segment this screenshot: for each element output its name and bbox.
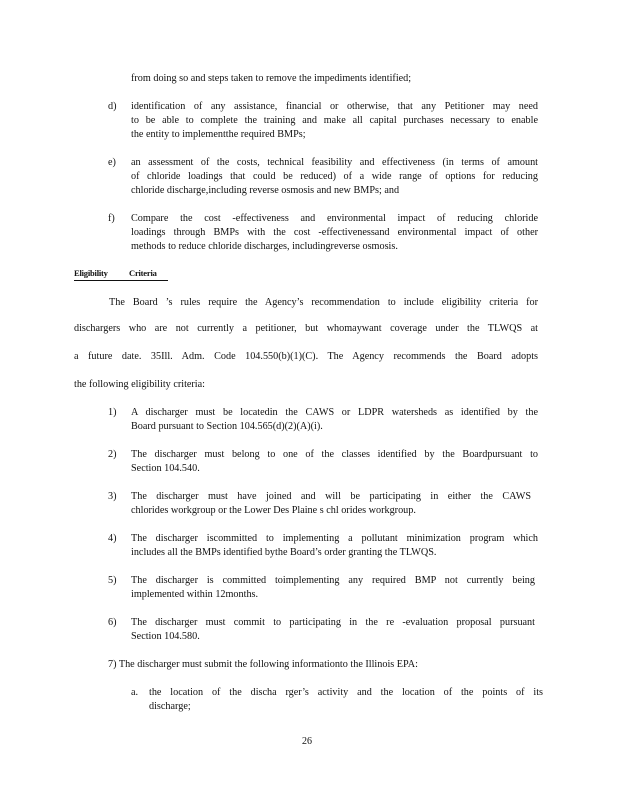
- continuation-line: from doing so and steps taken to remove the impediments identified;: [131, 73, 412, 84]
- criteria-1-line: A discharger must be locatedin the CAWS or LDPR watersheds as identified by the: [131, 407, 538, 418]
- page-number: 26: [302, 736, 312, 747]
- item-f-line: loadings through BMPs with the cost -effectivenessand environmental impact of other: [131, 227, 538, 238]
- criteria-label-2: 2): [108, 449, 117, 460]
- item-e-line: of chloride loadings that could be reduced) of a wide range of options for reducing: [131, 171, 538, 182]
- sub-item-label-a: a.: [131, 687, 139, 698]
- criteria-label-5: 5): [108, 575, 117, 586]
- item-f-line: Compare the cost -effectiveness and environmental impact of reducing chloride: [131, 213, 538, 224]
- heading-underline: [74, 280, 168, 281]
- item-label-f: f): [108, 213, 115, 224]
- criteria-2-line: Section 104.540.: [131, 463, 200, 474]
- paragraph-line: a future date. 35Ill. Adm. Code 104.550(b)(1)(C). The Agency recommends the Board adopts: [74, 351, 538, 362]
- section-heading-eligibility: Eligibility: [74, 268, 108, 278]
- criteria-3-line: chlorides workgroup or the Lower Des Plaine s chl orides workgroup.: [131, 505, 416, 516]
- item-d-line: to be able to complete the training and make all capital purchases necessary to enable: [131, 115, 538, 126]
- item-label-e: e): [108, 157, 116, 168]
- criteria-label-1: 1): [108, 407, 117, 418]
- paragraph-line: dischargers who are not currently a petitioner, but whomaywant coverage under the TLWQS at: [74, 323, 538, 334]
- criteria-label-4: 4): [108, 533, 117, 544]
- criteria-4-line: The discharger iscommitted to implementing a pollutant minimization program which: [131, 533, 538, 544]
- criteria-1-line: Board pursuant to Section 104.565(d)(2)(A)(i).: [131, 421, 323, 432]
- item-f-line: methods to reduce chloride discharges, includingreverse osmosis.: [131, 241, 398, 252]
- criteria-7-line: 7) The discharger must submit the following informationto the Illinois EPA:: [108, 659, 418, 670]
- sub-item-a-line: discharge;: [149, 701, 191, 712]
- criteria-label-3: 3): [108, 491, 117, 502]
- criteria-2-line: The discharger must belong to one of the classes identified by the Boardpursuant to: [131, 449, 538, 460]
- criteria-3-line: The discharger must have joined and will be participating in either the CAWS: [131, 491, 531, 502]
- item-d-line: identification of any assistance, financial or otherwise, that any Petitioner may need: [131, 101, 538, 112]
- item-e-line: chloride discharge,including reverse osmosis and new BMPs; and: [131, 185, 400, 196]
- item-label-d: d): [108, 101, 117, 112]
- paragraph-line: The Board ’s rules require the Agency’s recommendation to include eligibility criteria for: [109, 297, 538, 308]
- criteria-6-line: Section 104.580.: [131, 631, 200, 642]
- section-heading-criteria: Criteria: [129, 268, 157, 278]
- paragraph-line: the following eligibility criteria:: [74, 379, 205, 390]
- item-e-line: an assessment of the costs, technical feasibility and effectiveness (in terms of amount: [131, 157, 538, 168]
- criteria-6-line: The discharger must commit to participating in the re -evaluation proposal pursuant: [131, 617, 535, 628]
- criteria-4-line: includes all the BMPs identified bythe Board’s order granting the TLWQS.: [131, 547, 437, 558]
- criteria-5-line: The discharger is committed toimplementing any required BMP not currently being: [131, 575, 535, 586]
- item-d-line: the entity to implementthe required BMPs;: [131, 129, 306, 140]
- criteria-label-6: 6): [108, 617, 117, 628]
- criteria-5-line: implemented within 12months.: [131, 589, 259, 600]
- sub-item-a-line: the location of the discha rger’s activity and the location of the points of its: [149, 687, 543, 698]
